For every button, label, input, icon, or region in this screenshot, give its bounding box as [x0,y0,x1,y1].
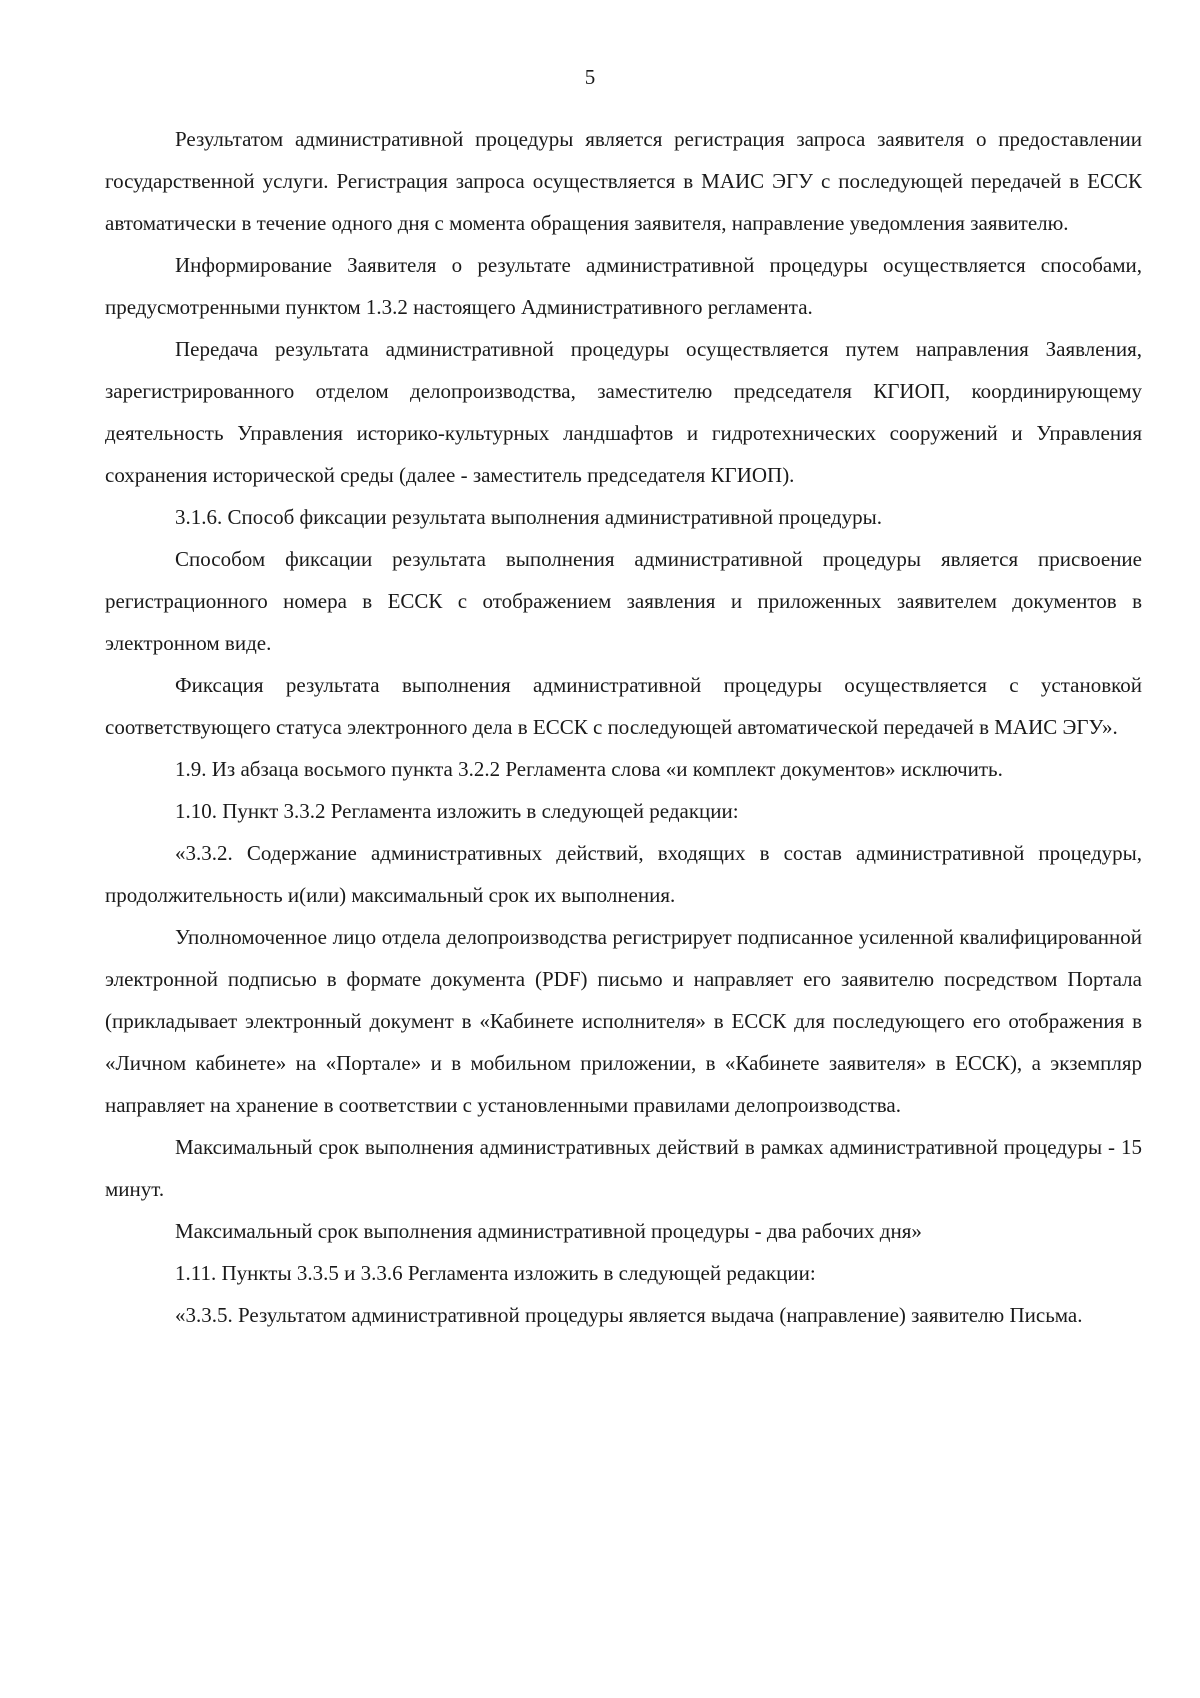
document-body [105,118,1142,1336]
paragraph: Максимальный срок выполнения административной процедуры - два рабочих дня» [175,1219,922,1243]
paragraph: «3.3.2. Содержание административных действий, входящих в состав административной процедуры, продолжительность и(или) максимальный срок их выполнения. [105,841,1142,907]
paragraph: «3.3.5. Результатом административной процедуры является выдача (направление) заявителю Письма. [175,1303,1083,1327]
paragraph: Способом фиксации результата выполнения административной процедуры является присвоение регистрационного номера в ЕССК с отображением заявления и приложенных заявителем документов в электронном виде. [105,547,1142,655]
paragraph: Передача результата административной процедуры осуществляется путем направления Заявления, зарегистрированного отделом делопроизводства, заместителю председателя КГИОП, координирующему деятельность Управления историко-культурных ландшафтов и гидротехнических сооружений и Управления сохранения исторической среды (далее - заместитель председателя КГИОП). [105,337,1142,487]
paragraph: Информирование Заявителя о результате административной процедуры осуществляется способами, предусмотренными пунктом 1.3.2 настоящего Административного регламента. [105,253,1142,319]
paragraph: 1.9. Из абзаца восьмого пункта 3.2.2 Регламента слова «и комплект документов» исключить. [175,757,1003,781]
paragraph: Результатом административной процедуры является регистрация запроса заявителя о предоставлении государственной услуги. Регистрация запроса осуществляется в МАИС ЭГУ с последующей передачей в ЕССК автоматически в течение одного дня с момента обращения заявителя, направление уведомления заявителю. [105,127,1142,235]
paragraph: 1.10. Пункт 3.3.2 Регламента изложить в следующей редакции: [175,799,739,823]
paragraph: 3.1.6. Способ фиксации результата выполнения административной процедуры. [175,505,882,529]
paragraph: Фиксация результата выполнения административной процедуры осуществляется с установкой соответствующего статуса электронного дела в ЕССК с последующей автоматической передачей в МАИС ЭГУ». [105,673,1142,739]
paragraph: 1.11. Пункты 3.3.5 и 3.3.6 Регламента изложить в следующей редакции: [175,1261,816,1285]
page-number: 5 [584,65,596,89]
paragraph: Уполномоченное лицо отдела делопроизводства регистрирует подписанное усиленной квалифицированной электронной подписью в формате документа (PDF) письмо и направляет его заявителю посредством Портала (прикладывает электронный документ в «Кабинете исполнителя» в ЕССК для последующего его отображения в «Личном кабинете» на «Портале» и в мобильном приложении, в «Кабинете заявителя» в ЕССК), а экземпляр направляет на хранение в соответствии с установленными правилами делопроизводства. [105,925,1142,1117]
paragraph: Максимальный срок выполнения административных действий в рамках административной процедуры - 15 минут. [105,1135,1142,1201]
